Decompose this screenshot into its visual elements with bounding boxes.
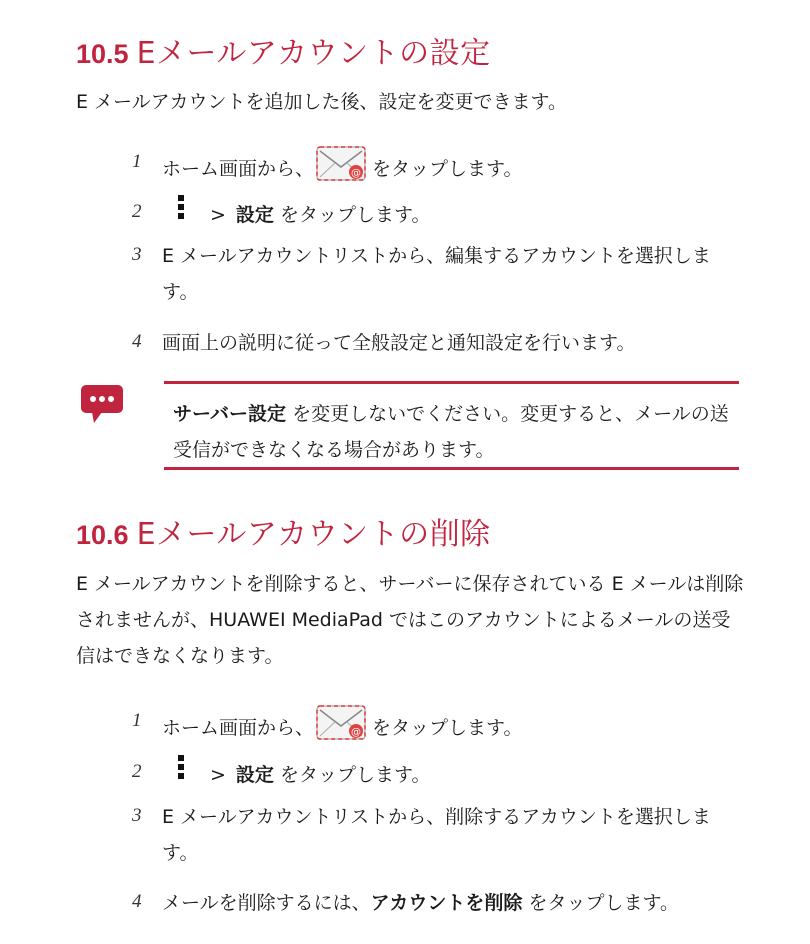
section-title: Eメールアカウントの削除 [136,517,491,552]
settings-label: 設定 [235,204,274,226]
settings-label: 設定 [235,764,274,786]
overflow-menu-icon [162,195,196,225]
step-text: メールを削除するには、アカウントを削除 をタップします。 [162,892,679,914]
section-number: 10.6 [76,520,129,550]
step-text: E メールアカウントリストから、削除するアカウントを選択します。 [162,806,711,864]
step-number: 1 [132,710,142,731]
overflow-menu-icon [162,755,196,785]
step-number: 4 [132,331,142,352]
step-item [0,799,810,875]
step-text: E メールアカウントリストから、編集するアカウントを選択します。 [162,245,711,303]
step-item [0,704,810,744]
section-intro: E メールアカウントを削除すると、サーバーに保存されている E メールは削除されませんが、HUAWEI MediaPad ではこのアカウントによるメールの送受信はできなくなります。 [76,573,744,667]
step-item [0,325,810,365]
step-number: 4 [132,891,142,912]
step-item [0,755,810,795]
speech-bubble-note-icon [80,384,124,424]
server-settings-label: サーバー設定 [173,403,287,425]
step-text: ホーム画面から、 をタップします。 [162,145,747,187]
step-number: 3 [132,805,142,826]
note-text: サーバー設定 を変更しないでください。変更すると、メールの送受信ができなくなる場合があります。 [173,403,729,461]
email-app-icon [316,704,366,740]
step-item [0,238,810,314]
step-number: 3 [132,244,142,265]
section-intro: E メールアカウントを追加した後、設定を変更できます。 [76,91,567,113]
step-text: > 設定 をタップします。 [162,755,747,793]
step-text: 画面上の説明に従って全般設定と通知設定を行います。 [162,332,636,354]
section-heading-10-6 [76,509,491,553]
section-heading-10-5 [76,28,491,72]
step-number: 2 [132,201,142,222]
step-item [0,195,810,235]
step-item [0,885,810,925]
note-bottom-rule [164,467,739,470]
step-text: > 設定 をタップします。 [162,195,747,233]
step-number: 2 [132,761,142,782]
section-title: Eメールアカウントの設定 [136,36,491,71]
step-number: 1 [132,151,142,172]
step-text: ホーム画面から、 をタップします。 [162,704,747,746]
section-number: 10.5 [76,39,129,69]
delete-account-label: アカウントを削除 [370,892,523,914]
step-item [0,145,810,185]
email-app-icon [316,145,366,181]
note-top-rule [164,381,739,384]
